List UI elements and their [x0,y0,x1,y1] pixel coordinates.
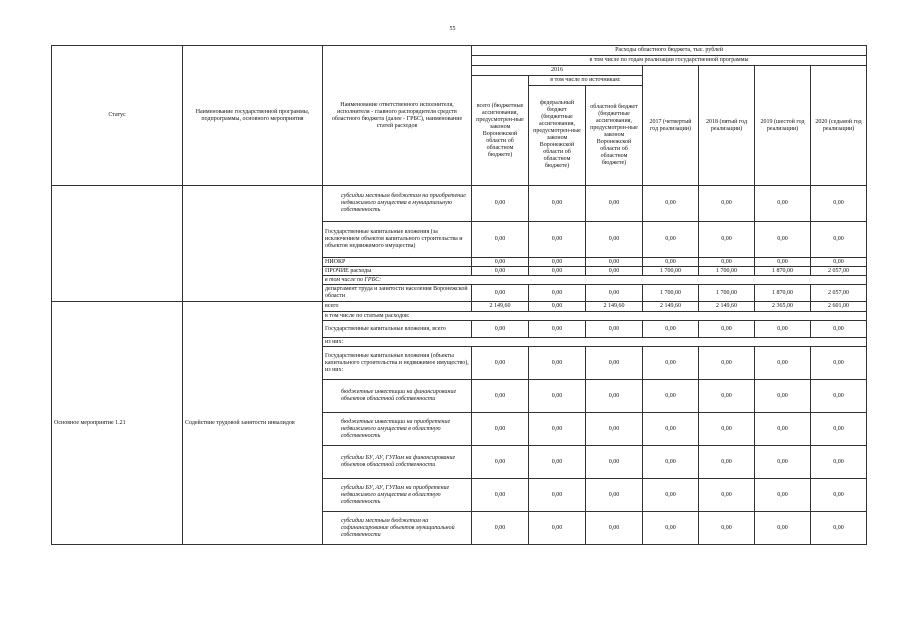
value-cell: 2 601,00 [811,302,867,312]
value-cell: 0,00 [699,222,755,258]
value-cell: 1 870,00 [755,267,811,276]
value-cell: 0,00 [755,479,811,512]
value-cell: 0,00 [529,479,586,512]
value-cell: 0,00 [643,446,699,479]
value-cell: 0,00 [586,413,643,446]
status-cell: Основное мероприятие 1.21 [52,302,183,545]
value-cell: 0,00 [811,380,867,413]
header-regional: областной бюджет (бюджетные ассигнования, предусмотрен-ные законом Воронежской области об областном бюджете) [590,103,638,166]
value-cell: 0,00 [811,186,867,222]
value-cell: 0,00 [699,347,755,380]
value-cell: 0,00 [586,186,643,222]
value-cell: 0,00 [755,186,811,222]
value-cell: 2 149,60 [643,302,699,312]
header-2018: 2018 (пятый год реализации) [699,66,755,186]
value-cell: 1 870,00 [755,285,811,302]
value-cell: 0,00 [643,347,699,380]
value-cell: 0,00 [811,347,867,380]
table-row [52,302,867,312]
value-cell: 0,00 [586,222,643,258]
value-cell: 0,00 [529,347,586,380]
value-cell: 0,00 [472,258,529,267]
value-cell: 0,00 [699,258,755,267]
value-cell: 0,00 [811,258,867,267]
value-cell: 0,00 [755,413,811,446]
row-label: департамент труда и занятости населения Воронежской области [323,285,472,302]
value-cell: 0,00 [529,321,586,338]
value-cell: 0,00 [699,512,755,545]
value-cell: 0,00 [755,446,811,479]
value-cell: 1 700,00 [699,267,755,276]
value-cell: 0,00 [643,222,699,258]
value-cell: 0,00 [755,321,811,338]
value-cell: 0,00 [529,446,586,479]
value-cell: 0,00 [472,380,529,413]
header-2017: 2017 (четвертый год реализации) [643,66,699,186]
header-by-sources: в том числе по источникам: [529,76,642,85]
header-federal: федеральный бюджет (бюджетные ассигнования, предусмотрен-ные законом Воронежской области об областном бюджете) [529,85,586,185]
value-cell: 2 057,00 [811,267,867,276]
row-label: Государственные капитальные вложения (объекты капитального строительства и недвижимое имущество), из них: [323,347,472,380]
program-cell: Содействие трудовой занятости инвалидов [183,302,323,545]
value-cell: 0,00 [586,258,643,267]
value-cell: 0,00 [755,222,811,258]
value-cell: 0,00 [586,347,643,380]
value-cell: 0,00 [472,479,529,512]
status-cell-empty [52,186,183,302]
row-label: Государственные капитальные вложения, всего [323,321,472,338]
row-label: субсидии местным бюджетам на софинансирование объектов муниципальной собственности [323,512,472,545]
value-cell: 1 700,00 [643,267,699,276]
value-cell: 0,00 [472,413,529,446]
row-label: субсидии БУ, АУ, ГУПам на приобретение недвижимого имущества в областную собственность [323,479,472,512]
value-cell: 0,00 [811,321,867,338]
budget-table [51,45,867,545]
row-label: из них: [323,338,867,347]
page-number: 55 [449,26,456,32]
value-cell: 0,00 [586,479,643,512]
value-cell: 0,00 [811,222,867,258]
row-label: бюджетные инвестиции на приобретение недвижимого имущества в областную собственность [323,413,472,446]
header-expenses: Расходы областного бюджета, тыс. рублей [472,46,867,56]
value-cell: 0,00 [472,186,529,222]
value-cell: 0,00 [699,413,755,446]
value-cell: 0,00 [529,512,586,545]
value-cell: 0,00 [811,413,867,446]
header-by-years: в том числе по годам реализации государственной программы [472,56,867,66]
value-cell: 0,00 [586,446,643,479]
value-cell: 0,00 [586,512,643,545]
value-cell: 0,00 [699,186,755,222]
value-cell: 0,00 [811,479,867,512]
value-cell: 0,00 [472,222,529,258]
value-cell: 0,00 [699,321,755,338]
row-label: в том числе по статьям расходов: [323,312,867,321]
value-cell: 0,00 [586,321,643,338]
header-executor: Наименование ответственного исполнителя, исполнителя - главного распорядителя средств областного бюджета (далее - ГРБС), наименование статей расходов [323,46,472,186]
sources-subtable [529,76,642,185]
value-cell: 0,00 [699,380,755,413]
row-label: субсидии местным бюджетам на приобретение недвижимого имущества в муниципальную собственность [323,186,472,222]
value-cell: 0,00 [643,258,699,267]
value-cell: 1 700,00 [699,285,755,302]
value-cell: 0,00 [529,302,586,312]
row-label: всего [323,302,472,312]
value-cell: 0,00 [472,446,529,479]
value-cell: 0,00 [529,222,586,258]
value-cell: 0,00 [529,380,586,413]
header-2020: 2020 (седьмой год реализации) [811,66,867,186]
value-cell: 0,00 [472,347,529,380]
value-cell: 0,00 [643,186,699,222]
row-label: бюджетные инвестиции на финансирование объектов областной собственности [323,380,472,413]
value-cell: 0,00 [699,479,755,512]
value-cell: 0,00 [755,258,811,267]
value-cell: 2 149,60 [699,302,755,312]
value-cell: 0,00 [472,512,529,545]
row-label: НИОКР [323,258,472,267]
row-label: ПРОЧИЕ расходы [323,267,472,276]
value-cell: 0,00 [529,413,586,446]
row-label: субсидии БУ, АУ, ГУПам на финансирование объектов областной собственности [323,446,472,479]
table-header [52,46,867,186]
value-cell: 0,00 [755,347,811,380]
value-cell: 2 057,00 [811,285,867,302]
value-cell: 0,00 [755,380,811,413]
value-cell: 2 365,00 [755,302,811,312]
value-cell: 0,00 [643,479,699,512]
value-cell: 0,00 [586,285,643,302]
value-cell: 0,00 [811,446,867,479]
value-cell: 0,00 [643,512,699,545]
value-cell: 0,00 [472,321,529,338]
value-cell: 0,00 [643,321,699,338]
value-cell: 0,00 [643,413,699,446]
value-cell: 0,00 [529,267,586,276]
value-cell: 0,00 [529,285,586,302]
value-cell: 0,00 [472,267,529,276]
row-label: Государственные капитальные вложения (за исключением объектов капитального строительства и объектов недвижимого имущества) [323,222,472,258]
header-year-2016: 2016 [472,66,643,76]
header-2019: 2019 (шестой год реализации) [755,66,811,186]
row-label: в том числе по ГРБС: [323,276,867,285]
value-cell: 0,00 [529,258,586,267]
table-row [52,186,867,222]
value-cell: 0,00 [529,186,586,222]
value-cell: 0,00 [472,285,529,302]
header-status: Статус [52,46,183,186]
value-cell: 0,00 [755,512,811,545]
header-program: Наименование государственной программы, подпрограммы, основного мероприятия [183,46,323,186]
value-cell: 0,00 [586,380,643,413]
value-cell: 0,00 [643,380,699,413]
value-cell: 2 149,60 [586,302,643,312]
value-cell: 2 149,60 [472,302,529,312]
value-cell: 0,00 [699,446,755,479]
table-body [52,186,867,545]
program-cell-empty [183,186,323,302]
value-cell: 0,00 [811,512,867,545]
value-cell: 1 700,00 [643,285,699,302]
header-total: всего (бюджетные ассигнования, предусмотрен-ные законом Воронежской области об областном бюджете) [472,76,529,186]
value-cell: 0,00 [586,267,643,276]
header-sources [529,76,643,186]
